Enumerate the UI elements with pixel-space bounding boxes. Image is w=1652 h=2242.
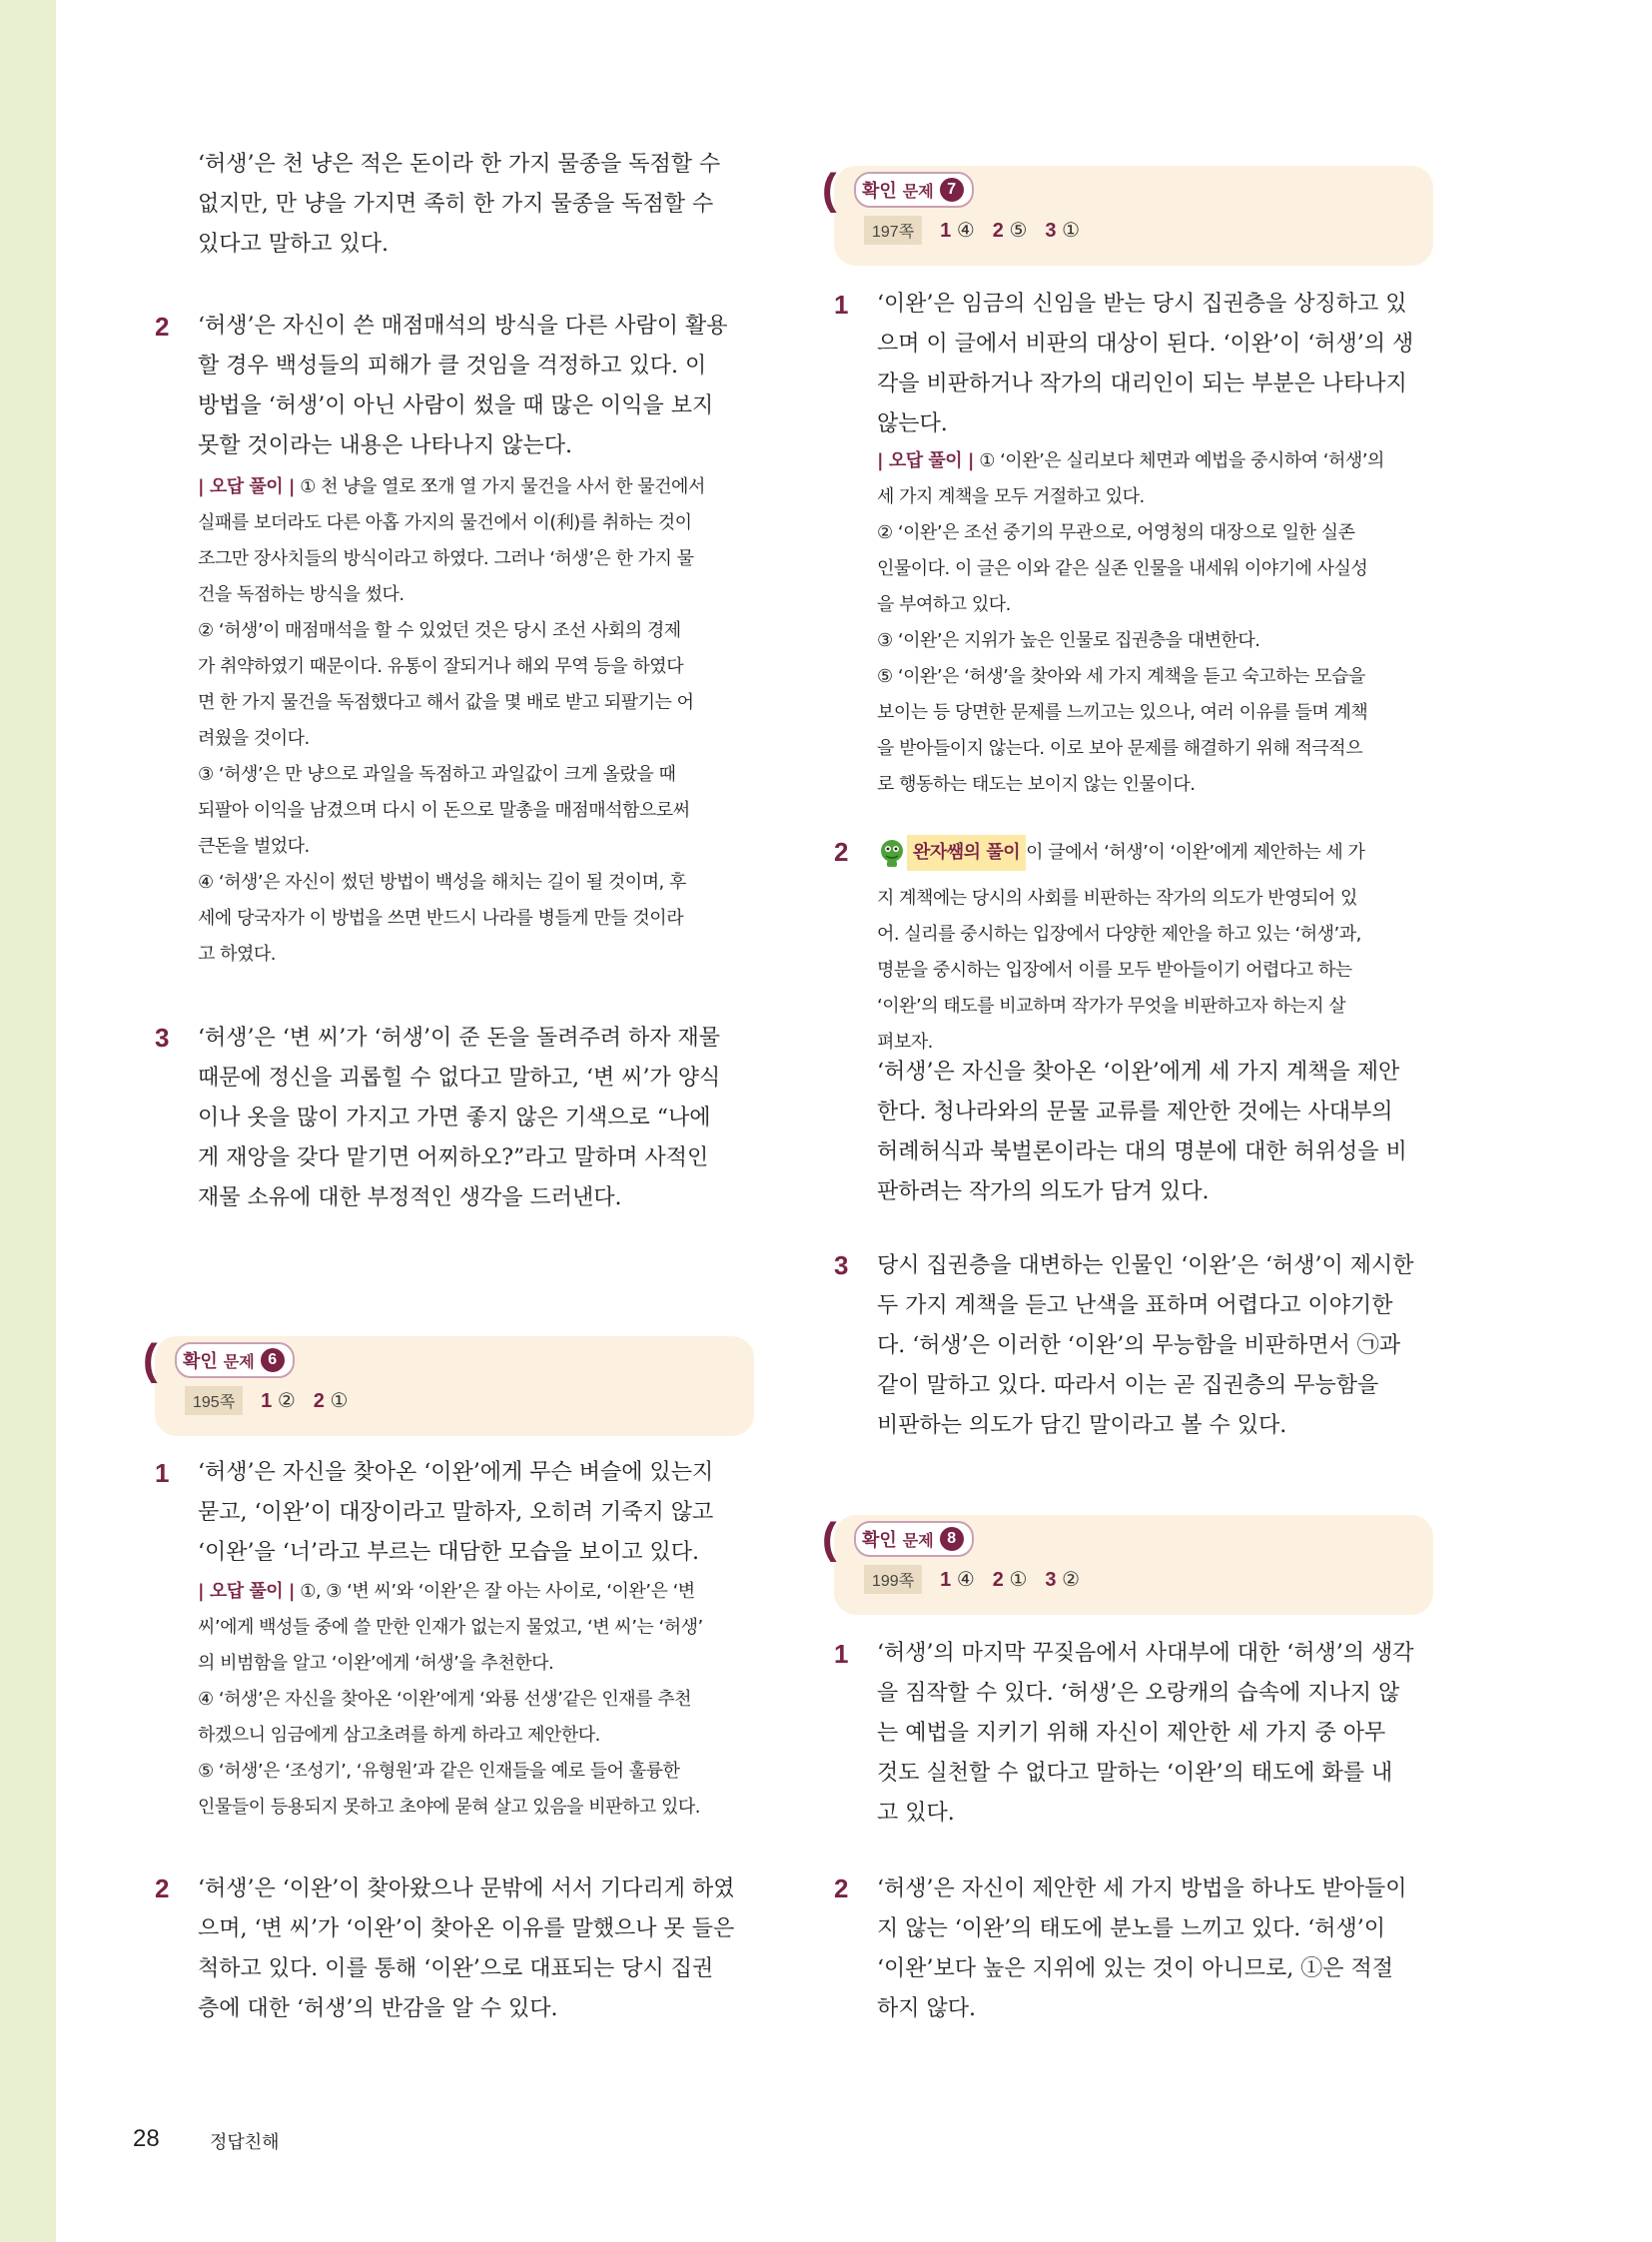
answer-row [864,1565,1080,1594]
text-line: 할 경우 백성들의 피해가 클 것임을 걱정하고 있다. 이 [198,354,707,378]
wrong-answer-explanation [198,469,744,973]
sub-line: 세에 당국자가 이 방법을 쓰면 반드시 나라를 병들게 만들 것이라 [198,908,684,929]
sub-line: 고 하였다. [198,944,276,965]
sub-line: ⑤ ‘이완’은 ‘허생’을 찾아와 세 가지 계책을 듣고 숙고하는 모습을 [877,666,1365,687]
check-question-label [175,1342,295,1378]
text-line: 판하려는 작가의 의도가 담겨 있다. [877,1179,1210,1204]
answer-paragraph [198,1869,744,2029]
text-line: ‘허생’의 마지막 꾸짖음에서 사대부에 대한 ‘허생’의 생각 [877,1641,1414,1666]
text-line: ‘이완’은 임금의 신임을 받는 당시 집권층을 상징하고 있 [877,292,1407,317]
sub-line: 실패를 보더라도 다른 아홉 가지의 물건에서 이(利)를 취하는 것이 [198,512,692,533]
sub-line: 되팔아 이익을 남겼으며 다시 이 돈으로 말총을 매점매석함으로써 [198,800,690,821]
answer-item: 2 ① [313,1390,349,1412]
text-line: 방법을 ‘허생’이 아닌 사람이 썼을 때 많은 이익을 보지 [198,393,714,418]
question-number: 2 [834,1873,849,1903]
text-line: 으며, ‘변 씨’가 ‘이완’이 찾아온 이유를 말했으나 못 들은 [198,1916,735,1941]
check-question-label [854,172,974,208]
text-line: ‘허생’은 ‘변 씨’가 ‘허생’이 준 돈을 돌려주려 하자 재물 [198,1026,720,1051]
answer-paragraph [877,1634,1423,1834]
question-number-badge: 6 [261,1348,285,1372]
text-line: 으며 이 글에서 비판의 대상이 된다. ‘이완’이 ‘허생’의 생 [877,332,1414,357]
text-line: 재물 소유에 대한 부정적인 생각을 드러낸다. [198,1185,622,1210]
sub-line: 큰돈을 벌었다. [198,836,310,857]
sub-line: 씨’에게 백성들 중에 쓸 만한 인재가 없는지 물었고, ‘변 씨’는 ‘허생’ [198,1617,703,1638]
teacher-explanation [877,835,1423,1061]
sub-line: 세 가지 계책을 모두 거절하고 있다. [877,486,1145,507]
sub-line: ② ‘허생’이 매점매석을 할 수 있었던 것은 당시 조선 사회의 경제 [198,620,681,641]
page-reference: 199쪽 [864,1565,922,1594]
text-line: 두 가지 계책을 듣고 난색을 표하며 어렵다고 이야기한 [877,1293,1393,1318]
label-question: 문제 [223,1353,255,1371]
text-line: 한다. 청나라와의 문물 교류를 제안한 것에는 사대부의 [877,1100,1393,1124]
text-line: 비판하는 의도가 담긴 말이라고 볼 수 있다. [877,1413,1287,1438]
answer-row [864,216,1080,245]
wrong-answer-explanation [198,1574,744,1826]
sub-line: ① ‘이완’은 실리보다 체면과 예법을 중시하여 ‘허생’의 [974,450,1384,471]
text-line: 하지 않다. [877,1996,976,2021]
check-question-box-8 [822,1514,1433,1615]
sub-line: 보이는 등 당면한 문제를 느끼고는 있으나, 여러 이유를 들며 계책 [877,702,1368,723]
sub-line: 인물들이 등용되지 못하고 초야에 묻혀 살고 있음을 비판하고 있다. [198,1797,700,1818]
sub-line: 의 비범함을 알고 ‘이완’에게 ‘허생’을 추천한다. [198,1653,554,1674]
text-line: ‘허생’은 자신이 제안한 세 가지 방법을 하나도 받아들이 [877,1876,1407,1901]
sub-line: 가 취약하였기 때문이다. 유통이 잘되거나 해외 무역 등을 하였다 [198,656,684,677]
question-number-badge: 8 [940,1527,964,1551]
wrong-answer-tag: | 오답 풀이 | [198,1581,295,1602]
text-line: 때문에 정신을 괴롭힐 수 없다고 말하고, ‘변 씨’가 양식 [198,1066,721,1091]
text-line: 당시 집권층을 대변하는 인물인 ‘이완’은 ‘허생’이 제시한 [877,1253,1414,1278]
answer-item: 1 ② [261,1390,296,1412]
sub-line: ③ ‘이완’은 지위가 높은 인물로 집권층을 대변한다. [877,630,1260,651]
bracket-icon: ( [143,1335,158,1384]
answer-paragraph [877,1246,1423,1446]
label-check: 확인 [862,1530,897,1550]
sub-line: 인물이다. 이 글은 이와 같은 실존 인물을 내세워 이야기에 사실성 [877,558,1368,579]
bracket-icon: ( [822,165,837,214]
check-question-box-7 [822,165,1433,266]
answer-paragraph [198,1019,744,1218]
sub-line: 려웠을 것이다. [198,728,310,749]
sub-line: ⑤ ‘허생’은 ‘조성기’, ‘유형원’과 같은 인재들을 예로 들어 훌륭한 [198,1761,680,1782]
text-line: 있다고 말하고 있다. [198,232,389,257]
question-number: 1 [834,290,849,320]
question-number-badge: 7 [940,178,964,202]
answer-paragraph [877,1053,1423,1212]
question-number: 1 [155,1458,170,1488]
question-number: 2 [834,837,849,867]
question-number: 2 [155,1873,170,1903]
answer-item: 1 ④ [940,1569,975,1591]
text-line: 척하고 있다. 이를 통해 ‘이완’으로 대표되는 당시 집권 [198,1956,714,1981]
text-line: 못할 것이라는 내용은 나타나지 않는다. [198,433,572,458]
text-line: 않는다. [877,411,948,436]
wrong-answer-tag: | 오답 풀이 | [198,476,295,497]
sub-line: ① 천 냥을 열로 쪼개 열 가지 물건을 사서 한 물건에서 [295,476,705,497]
text-line: ‘허생’은 천 냥은 적은 돈이라 한 가지 물종을 독점할 수 [198,152,721,177]
sub-line: 을 부여하고 있다. [877,594,1011,615]
text-line: ‘허생’은 ‘이완’이 찾아왔으나 문밖에 서서 기다리게 하였 [198,1876,735,1901]
text-line: 고 있다. [877,1801,955,1826]
label-check: 확인 [183,1351,218,1371]
bracket-icon: ( [822,1514,837,1563]
sub-line: 하겠으니 임금에게 삼고초려를 하게 하라고 제안한다. [198,1725,600,1746]
text-line: 같이 말하고 있다. 따라서 이는 곧 집권층의 무능함을 [877,1373,1379,1398]
answer-paragraph [198,1453,744,1573]
sub-line: 어. 실리를 중시하는 입장에서 다양한 제안을 하고 있는 ‘허생’과, [877,924,1361,945]
sub-line: 로 행동하는 태도는 보이지 않는 인물이다. [877,774,1196,795]
text-line: 는 예법을 지키기 위해 자신이 제안한 세 가지 중 아무 [877,1721,1386,1746]
sub-line: ③ ‘허생’은 만 냥으로 과일을 독점하고 과일값이 크게 올랐을 때 [198,764,676,785]
sub-line: ‘이완’의 태도를 비교하며 작가가 무엇을 비판하고자 하는지 살 [877,996,1346,1017]
section-label: 정답친해 [210,2132,280,2153]
answer-paragraph [877,1869,1423,2029]
answer-paragraph [877,285,1423,444]
text-line: ‘이완’을 ‘너’라고 부르는 대담한 모습을 보이고 있다. [198,1540,699,1565]
check-question-label [854,1521,974,1557]
answer-paragraph [198,307,744,466]
page-reference: 195쪽 [185,1386,243,1415]
text-line: 각을 비판하거나 작가의 대리인이 되는 부분은 나타나지 [877,372,1407,396]
sub-line: 펴보자. [877,1032,933,1053]
text-line: 없지만, 만 냥을 가지면 족히 한 가지 물종을 독점할 수 [198,192,714,217]
question-number: 3 [155,1023,170,1053]
label-question: 문제 [902,1532,934,1550]
answer-item: 3 ② [1045,1569,1081,1591]
text-line: 게 재앙을 갖다 맡기면 어찌하오?”라고 말하며 사적인 [198,1145,709,1170]
answer-item: 2 ⑤ [992,220,1028,242]
text-line: 묻고, ‘이완’이 대장이라고 말하자, 오히려 기죽지 않고 [198,1500,714,1525]
answer-item: 3 ① [1045,220,1081,242]
question-number: 2 [155,312,170,342]
answer-item: 2 ① [992,1569,1028,1591]
text-line: 허례허식과 북벌론이라는 대의 명분에 대한 허위성을 비 [877,1139,1407,1164]
mascot-icon [877,838,907,868]
sub-line: 조그만 장사치들의 방식이라고 하였다. 그러나 ‘허생’은 한 가지 물 [198,548,694,569]
sub-line: ①, ③ ‘변 씨’와 ‘이완’은 잘 아는 사이로, ‘이완’은 ‘변 [295,1581,695,1602]
sub-line: 면 한 가지 물건을 독점했다고 해서 값을 몇 배로 받고 되팔기는 어 [198,692,694,713]
text-line: 을 짐작할 수 있다. ‘허생’은 오랑캐의 습속에 지나지 않 [877,1681,1400,1706]
sub-line: ④ ‘허생’은 자신을 찾아온 ‘이완’에게 ‘와룡 선생’같은 인재를 추천 [198,1689,692,1710]
question-number: 3 [834,1250,849,1280]
sub-line: ④ ‘허생’은 자신이 썼던 방법이 백성을 해치는 길이 될 것이며, 후 [198,872,686,893]
intro-paragraph [198,145,744,265]
text-line: ‘허생’은 자신을 찾아온 ‘이완’에게 무슨 벼슬에 있는지 [198,1460,714,1485]
sub-line: 명분을 중시하는 입장에서 이를 모두 받아들이기 어렵다고 하는 [877,960,1352,981]
text-line: ‘이완’보다 높은 지위에 있는 것이 아니므로, ①은 적절 [877,1956,1393,1981]
teacher-explanation-label: 완자쌤의 풀이 [907,835,1026,871]
left-sidebar-strip [0,0,56,2242]
text-line: 지 않는 ‘이완’의 태도에 분노를 느끼고 있다. ‘허생’이 [877,1916,1385,1941]
text-line: 것도 실천할 수 없다고 말하는 ‘이완’의 태도에 화를 내 [877,1761,1393,1786]
sub-line: 을 받아들이지 않는다. 이로 보아 문제를 해결하기 위해 적극적으 [877,738,1363,759]
page-number: 28 [133,2125,160,2152]
question-number: 1 [834,1639,849,1669]
wrong-answer-explanation [877,443,1423,803]
text-line: ‘허생’은 자신을 찾아온 ‘이완’에게 세 가지 계책을 제안 [877,1060,1400,1085]
answer-row [185,1386,348,1415]
text-line: 다. ‘허생’은 이러한 ‘이완’의 무능함을 비판하면서 ㉠과 [877,1333,1400,1358]
page-reference: 197쪽 [864,216,922,245]
label-question: 문제 [902,183,934,201]
answer-item: 1 ④ [940,220,975,242]
text-line: 이나 옷을 많이 가지고 가면 좋지 않은 기색으로 “나에 [198,1106,711,1130]
text-line: 층에 대한 ‘허생’의 반감을 알 수 있다. [198,1996,558,2021]
check-question-box-6 [143,1335,754,1436]
sub-line: 건을 독점하는 방식을 썼다. [198,584,405,605]
label-check: 확인 [862,181,897,201]
wrong-answer-tag: | 오답 풀이 | [877,450,974,471]
teacher-explanation-header [877,835,1364,871]
text-line: ‘허생’은 자신이 쓴 매점매석의 방식을 다른 사람이 활용 [198,314,728,339]
sub-line: 이 글에서 ‘허생’이 ‘이완’에게 제안하는 세 가 [1026,842,1365,863]
sub-line: 지 계책에는 당시의 사회를 비판하는 작가의 의도가 반영되어 있 [877,888,1357,909]
sub-line: ② ‘이완’은 조선 중기의 무관으로, 어영청의 대장으로 일한 실존 [877,522,1355,543]
